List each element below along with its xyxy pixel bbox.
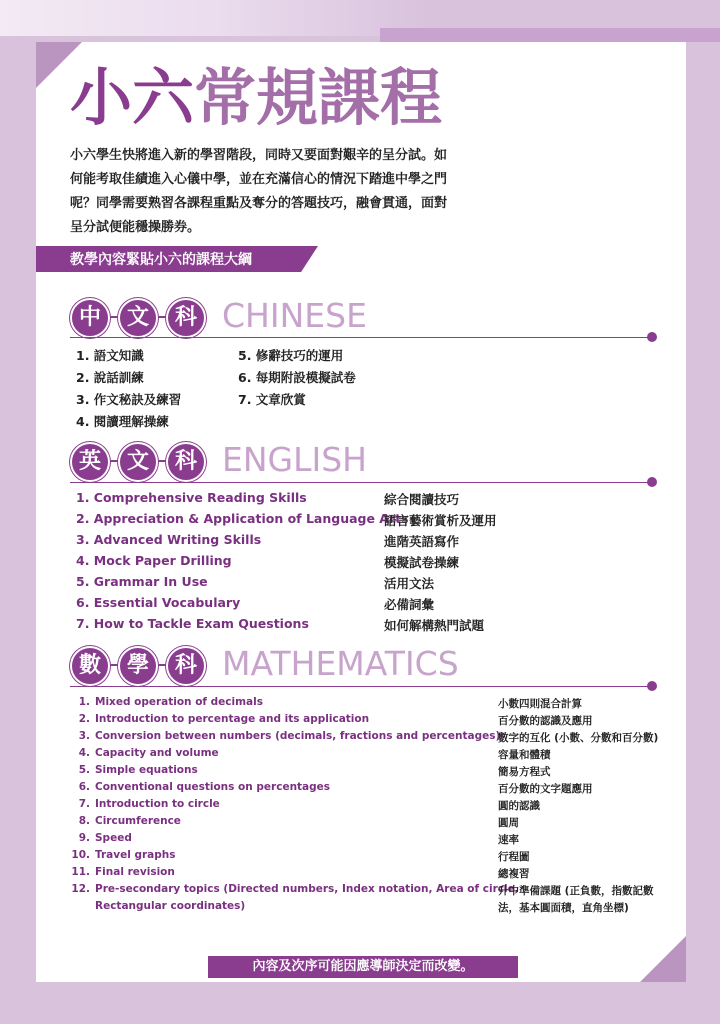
math-item-zh: 升中準備課題 (正負數，指數記數 xyxy=(498,885,654,897)
chinese-item: 1. 語文知識 xyxy=(76,348,144,363)
english-item-en: 5. Grammar In Use xyxy=(76,574,208,589)
math-item-zh: 行程圖 xyxy=(498,851,530,863)
math-item-zh-continued: 法，基本圓面積，直角坐標) xyxy=(498,902,629,914)
english-item-en: 1. Comprehensive Reading Skills xyxy=(76,490,307,505)
math-item-en-continued: Rectangular coordinates) xyxy=(95,900,246,912)
badge-char: 科 xyxy=(166,442,206,482)
math-item-en: Conversion between numbers (decimals, fractions and percentages) xyxy=(95,730,501,742)
english-item-zh: 必備詞彙 xyxy=(384,597,435,612)
math-item-zh: 圓周 xyxy=(498,817,519,829)
section-divider xyxy=(70,686,650,687)
math-item-zh: 圓的認識 xyxy=(498,800,540,812)
subject-english-name: CHINESE xyxy=(222,296,367,335)
math-item-en: Speed xyxy=(95,832,132,844)
math-item-number: 12. xyxy=(71,883,90,895)
english-item-zh: 活用文法 xyxy=(384,576,435,591)
math-item-number: 4. xyxy=(78,747,90,759)
badge-char: 學 xyxy=(118,646,158,686)
badge-char: 數 xyxy=(70,646,110,686)
math-item-number: 11. xyxy=(71,866,90,878)
badge-char: 文 xyxy=(118,298,158,338)
badge-char: 科 xyxy=(166,298,206,338)
chinese-item: 7. 文章欣賞 xyxy=(238,392,306,407)
math-item-en: Pre-secondary topics (Directed numbers, Index notation, Area of circle, xyxy=(95,883,519,895)
math-item-number: 2. xyxy=(78,713,90,725)
english-item-en: 6. Essential Vocabulary xyxy=(76,595,241,610)
english-item-en: 7. How to Tackle Exam Questions xyxy=(76,616,309,631)
chinese-item: 2. 說話訓練 xyxy=(76,370,144,385)
math-item-en: Travel graphs xyxy=(95,849,176,861)
math-item-number: 1. xyxy=(78,696,90,708)
math-item-number: 8. xyxy=(78,815,90,827)
chinese-item: 4. 閱讀理解操練 xyxy=(76,414,169,429)
english-item-zh: 語言藝術賞析及運用 xyxy=(384,513,497,528)
footer-notice: 內容及次序可能因應導師決定而改變。 xyxy=(208,956,518,978)
math-item-en: Circumference xyxy=(95,815,181,827)
math-item-zh: 速率 xyxy=(498,834,519,846)
math-item-number: 10. xyxy=(71,849,90,861)
badge-char: 英 xyxy=(70,442,110,482)
corner-decoration-bottom-right xyxy=(640,936,686,982)
math-item-en: Simple equations xyxy=(95,764,198,776)
top-accent-stripe xyxy=(380,28,720,42)
math-item-en: Conventional questions on percentages xyxy=(95,781,331,793)
divider-dot xyxy=(647,332,657,342)
subject-english-name: MATHEMATICS xyxy=(222,644,459,683)
subject-english-name: ENGLISH xyxy=(222,440,367,479)
badge-char: 科 xyxy=(166,646,206,686)
section-divider xyxy=(70,482,650,483)
english-item-en: 3. Advanced Writing Skills xyxy=(76,532,262,547)
chinese-item: 3. 作文秘訣及練習 xyxy=(76,392,182,407)
badge-char: 文 xyxy=(118,442,158,482)
english-item-zh: 綜合閱讀技巧 xyxy=(384,492,460,507)
divider-dot xyxy=(647,681,657,691)
english-item-en: 2. Appreciation & Application of Language Arts xyxy=(76,511,409,526)
chinese-item: 5. 修辭技巧的運用 xyxy=(238,348,344,363)
math-item-en: Introduction to circle xyxy=(95,798,220,810)
title-part1: 小六 xyxy=(70,61,195,134)
section-divider xyxy=(70,337,650,338)
math-item-en: Mixed operation of decimals xyxy=(95,696,263,708)
math-item-number: 5. xyxy=(78,764,90,776)
badge-char: 中 xyxy=(70,298,110,338)
banner-text: 教學內容緊貼小六的課程大綱 xyxy=(70,252,252,268)
english-item-zh: 模擬試卷操練 xyxy=(384,555,460,570)
english-item-en: 4. Mock Paper Drilling xyxy=(76,553,232,568)
title-part2: 常規課程 xyxy=(194,61,443,134)
intro-paragraph: 小六學生快將進入新的學習階段，同時又要面對艱辛的呈分試。如何能考取佳績進入心儀中學，並在充滿信心的情況下踏進中學之門呢？同學需要熟習各課程重點及奪分的答題技巧，融會貫通，面對呈分試便能穩操勝券。 xyxy=(70,148,448,235)
math-item-zh: 數字的互化 (小數、分數和百分數) xyxy=(498,732,659,744)
math-item-zh: 總複習 xyxy=(498,868,530,880)
math-item-zh: 簡易方程式 xyxy=(498,766,551,778)
math-item-en: Capacity and volume xyxy=(95,747,219,759)
math-item-en: Final revision xyxy=(95,866,175,878)
math-item-number: 3. xyxy=(78,730,90,742)
math-item-en: Introduction to percentage and its application xyxy=(95,713,370,725)
chinese-item: 6. 每期附設模擬試卷 xyxy=(238,370,356,385)
math-item-zh: 容量和體積 xyxy=(498,749,551,761)
math-item-number: 7. xyxy=(78,798,90,810)
math-item-zh: 百分數的文字題應用 xyxy=(498,783,593,795)
syllabus-banner xyxy=(36,246,336,272)
math-item-zh: 小數四則混合計算 xyxy=(498,698,582,710)
page-title xyxy=(70,62,442,134)
english-item-zh: 進階英語寫作 xyxy=(384,534,460,549)
english-item-zh: 如何解構熱門試題 xyxy=(384,618,485,633)
math-item-number: 6. xyxy=(78,781,90,793)
math-item-number: 9. xyxy=(78,832,90,844)
math-item-zh: 百分數的認識及應用 xyxy=(498,715,593,727)
divider-dot xyxy=(647,477,657,487)
